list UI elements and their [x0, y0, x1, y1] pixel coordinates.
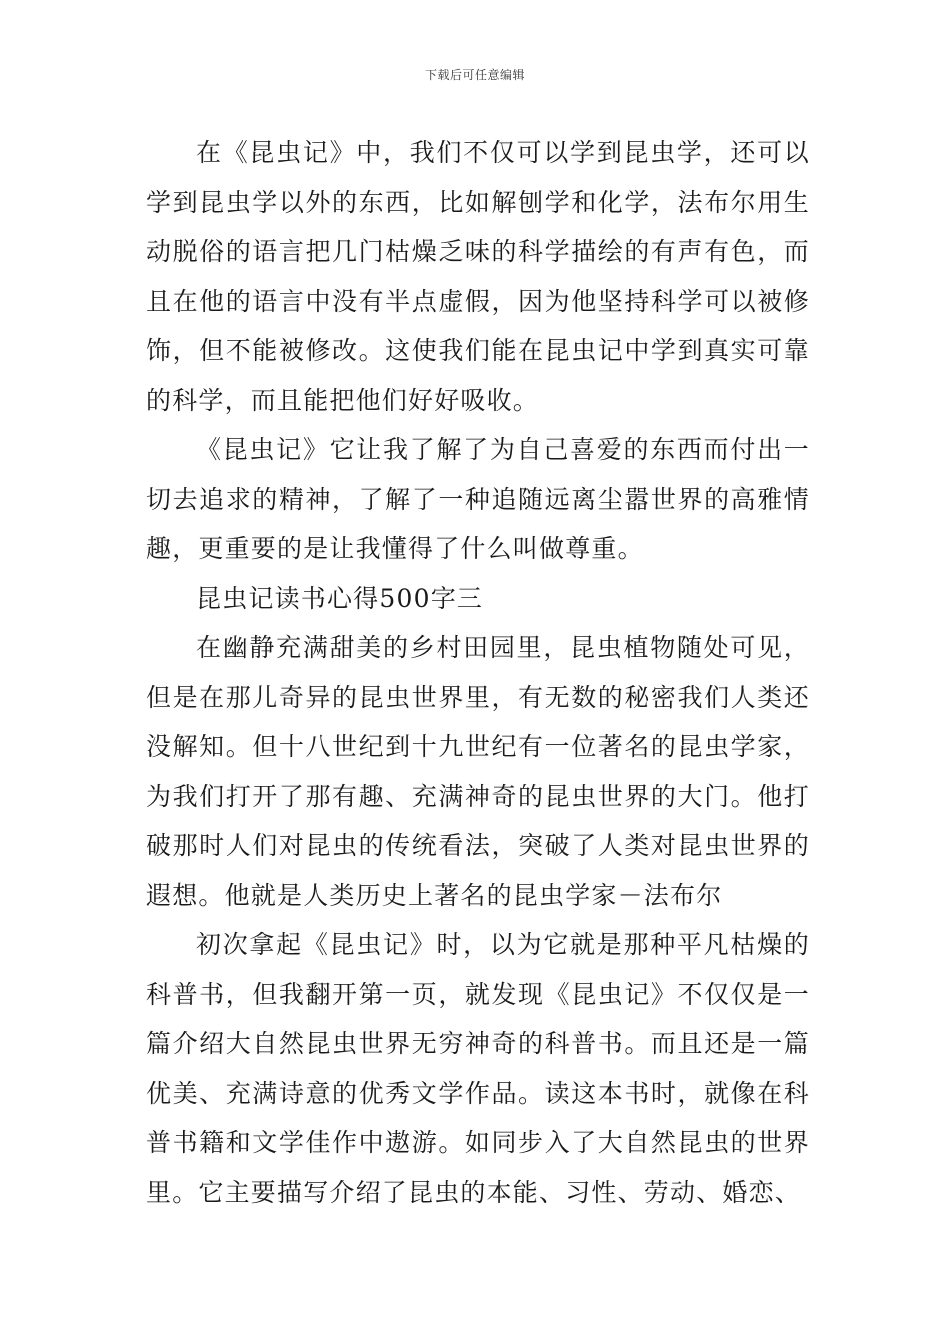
paragraph-4: 初次拿起《昆虫记》时，以为它就是那种平凡枯燥的科普书，但我翻开第一页，就发现《昆虫记》不仅仅是一篇介绍大自然昆虫世界无穷神奇的科普书。而且还是一篇优美、充满诗意的优秀文学作品。读这本书时，就像在科普书籍和文学佳作中遨游。如同步入了大自然昆虫的世界里。它主要描写介绍了昆虫的本能、习性、劳动、婚恋、 [146, 930, 810, 1207]
document-body [146, 128, 810, 1217]
paragraph-2: 《昆虫记》它让我了解了为自己喜爱的东西而付出一切去追求的精神，了解了一种追随远离尘嚣世界的高雅情趣，更重要的是让我懂得了什么叫做尊重。 [146, 435, 810, 563]
paragraph-3: 在幽静充满甜美的乡村田园里，昆虫植物随处可见，但是在那儿奇异的昆虫世界里，有无数的秘密我们人类还没解知。但十八世纪到十九世纪有一位著名的昆虫学家，为我们打开了那有趣、充满神奇的昆虫世界的大门。他打破那时人们对昆虫的传统看法，突破了人类对昆虫世界的遐想。他就是人类历史上著名的昆虫学家－法布尔 [146, 633, 810, 910]
page-header-note: 下载后可任意编辑 [424, 68, 525, 82]
section-heading: 昆虫记读书心得500字三 [196, 583, 484, 613]
paragraph-1: 在《昆虫记》中，我们不仅可以学到昆虫学，还可以学到昆虫学以外的东西，比如解刨学和化学，法布尔用生动脱俗的语言把几门枯燥乏味的科学描绘的有声有色，而且在他的语言中没有半点虚假，因为他坚持科学可以被修饰，但不能被修改。这使我们能在昆虫记中学到真实可靠的科学，而且能把他们好好吸收。 [146, 138, 810, 415]
